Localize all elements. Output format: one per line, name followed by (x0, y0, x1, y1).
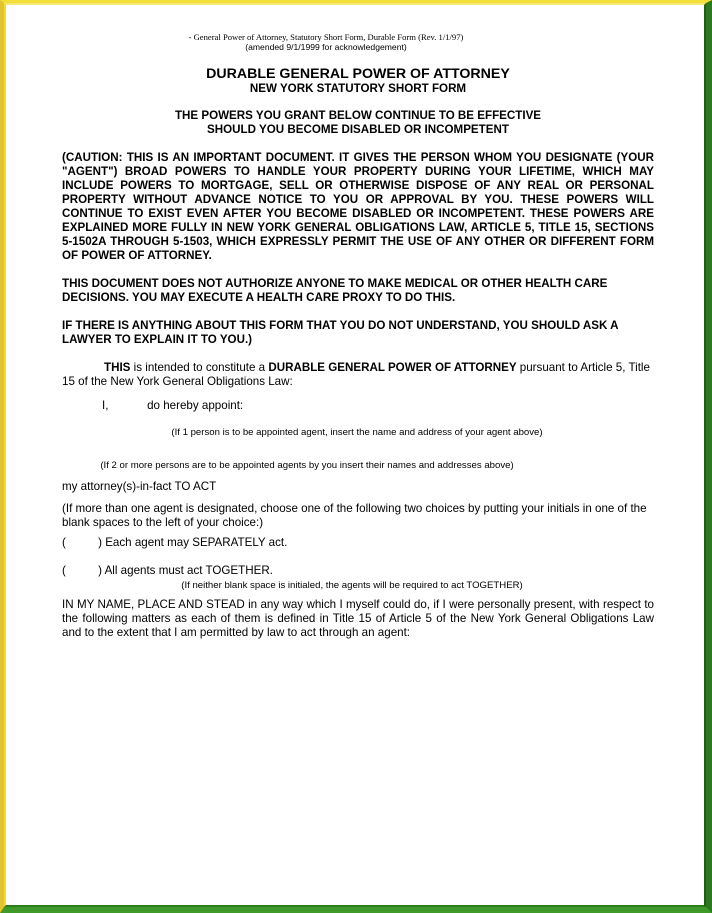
powers-notice-line2: SHOULD YOU BECOME DISABLED OR INCOMPETENT (207, 123, 509, 136)
document-title: DURABLE GENERAL POWER OF ATTORNEY (206, 66, 510, 82)
caution-paragraph: (CAUTION: THIS IS AN IMPORTANT DOCUMENT. IT GIVES THE PERSON WHOM YOU DESIGNATE (YOUR "AGENT") BROAD POWERS TO HANDLE YOUR PROPERTY DURING YOUR LIFETIME, WHICH MAY INCLUDE POWERS TO MORTGAGE, SELL OR OTHERWISE DISPOSE OF ANY REAL OR PERSONAL PROPERTY WITHOUT ADVANCE NOTICE TO YOU OR APPROVAL BY YOU. THESE POWERS WILL CONTINUE TO EXIST EVEN AFTER YOU BECOME DISABLED OR INCOMPETENT. THESE POWERS ARE EXPLAINED MORE FULLY IN NEW YORK GENERAL OBLIGATIONS LAW, ARTICLE 5, TITLE 15, SECTIONS 5-1502A THROUGH 5-1503, WHICH EXPRESSLY PERMIT THE USE OF ANY OTHER OR DIFFERENT FORM OF POWER OF ATTORNEY. (62, 151, 654, 262)
intro-text-2: pursuant to Article 5, Title 15 of the New York General Obligations Law: (62, 361, 650, 388)
choice-together-open: ( (62, 564, 66, 577)
choice-together-close: ) (98, 564, 102, 577)
note-neither-initialed: (If neither blank space is initialed, the agents will be required to act TOGETHER) (181, 580, 523, 591)
choice-separately-open: ( (62, 536, 66, 549)
form-revision-header: - General Power of Attorney, Statutory Short Form, Durable Form (Rev. 1/1/97) (188, 32, 464, 42)
appoint-line (62, 399, 654, 413)
choice-together-text: All agents must act TOGETHER. (104, 564, 273, 577)
amendment-note: (amended 9/1/1999 for acknowledgement) (245, 42, 407, 52)
intro-this: THIS (104, 361, 131, 374)
powers-notice-line1: THE POWERS YOU GRANT BELOW CONTINUE TO BE EFFECTIVE (174, 109, 542, 122)
document-subtitle: NEW YORK STATUTORY SHORT FORM (249, 82, 467, 95)
intro-text-1: is intended to constitute a (130, 361, 269, 374)
appoint-i: I, (102, 399, 109, 412)
choice-separately (62, 536, 654, 550)
intro-paragraph (62, 361, 654, 389)
in-my-name-paragraph: IN MY NAME, PLACE AND STEAD in any way which I myself could do, if I were personally present, with respect to the following matters as each of them is defined in Title 15 of Article 5 of the New York General Obligations Law and to the extent that I am permitted by law to act through an agent: (62, 598, 654, 639)
choice-together (62, 564, 654, 578)
attorney-act-line: my attorney(s)-in-fact TO ACT (62, 480, 217, 493)
lawyer-advice: IF THERE IS ANYTHING ABOUT THIS FORM THAT YOU DO NOT UNDERSTAND, YOU SHOULD ASK A LAWYER TO EXPLAIN IT TO YOU.) (62, 319, 619, 346)
choice-separately-close: ) (98, 536, 102, 549)
appoint-text: do hereby appoint: (147, 399, 244, 412)
document-page (62, 32, 654, 640)
note-two-agents: (If 2 or more persons are to be appointed agents by you insert their names and addresses above) (100, 460, 514, 471)
intro-bold-title: DURABLE GENERAL POWER OF ATTORNEY (268, 361, 517, 374)
note-one-agent: (If 1 person is to be appointed agent, insert the name and address of your agent above) (171, 427, 543, 438)
choice-separately-text: Each agent may SEPARATELY act. (105, 536, 288, 549)
more-than-one-instructions: (If more than one agent is designated, choose one of the following two choices by putting your initials in one of the blank spaces to the left of your choice:) (62, 502, 647, 529)
powers-notice (62, 109, 654, 137)
medical-disclaimer: THIS DOCUMENT DOES NOT AUTHORIZE ANYONE TO MAKE MEDICAL OR OTHER HEALTH CARE DECISIONS. YOU MAY EXECUTE A HEALTH CARE PROXY TO DO THIS. (62, 277, 608, 304)
